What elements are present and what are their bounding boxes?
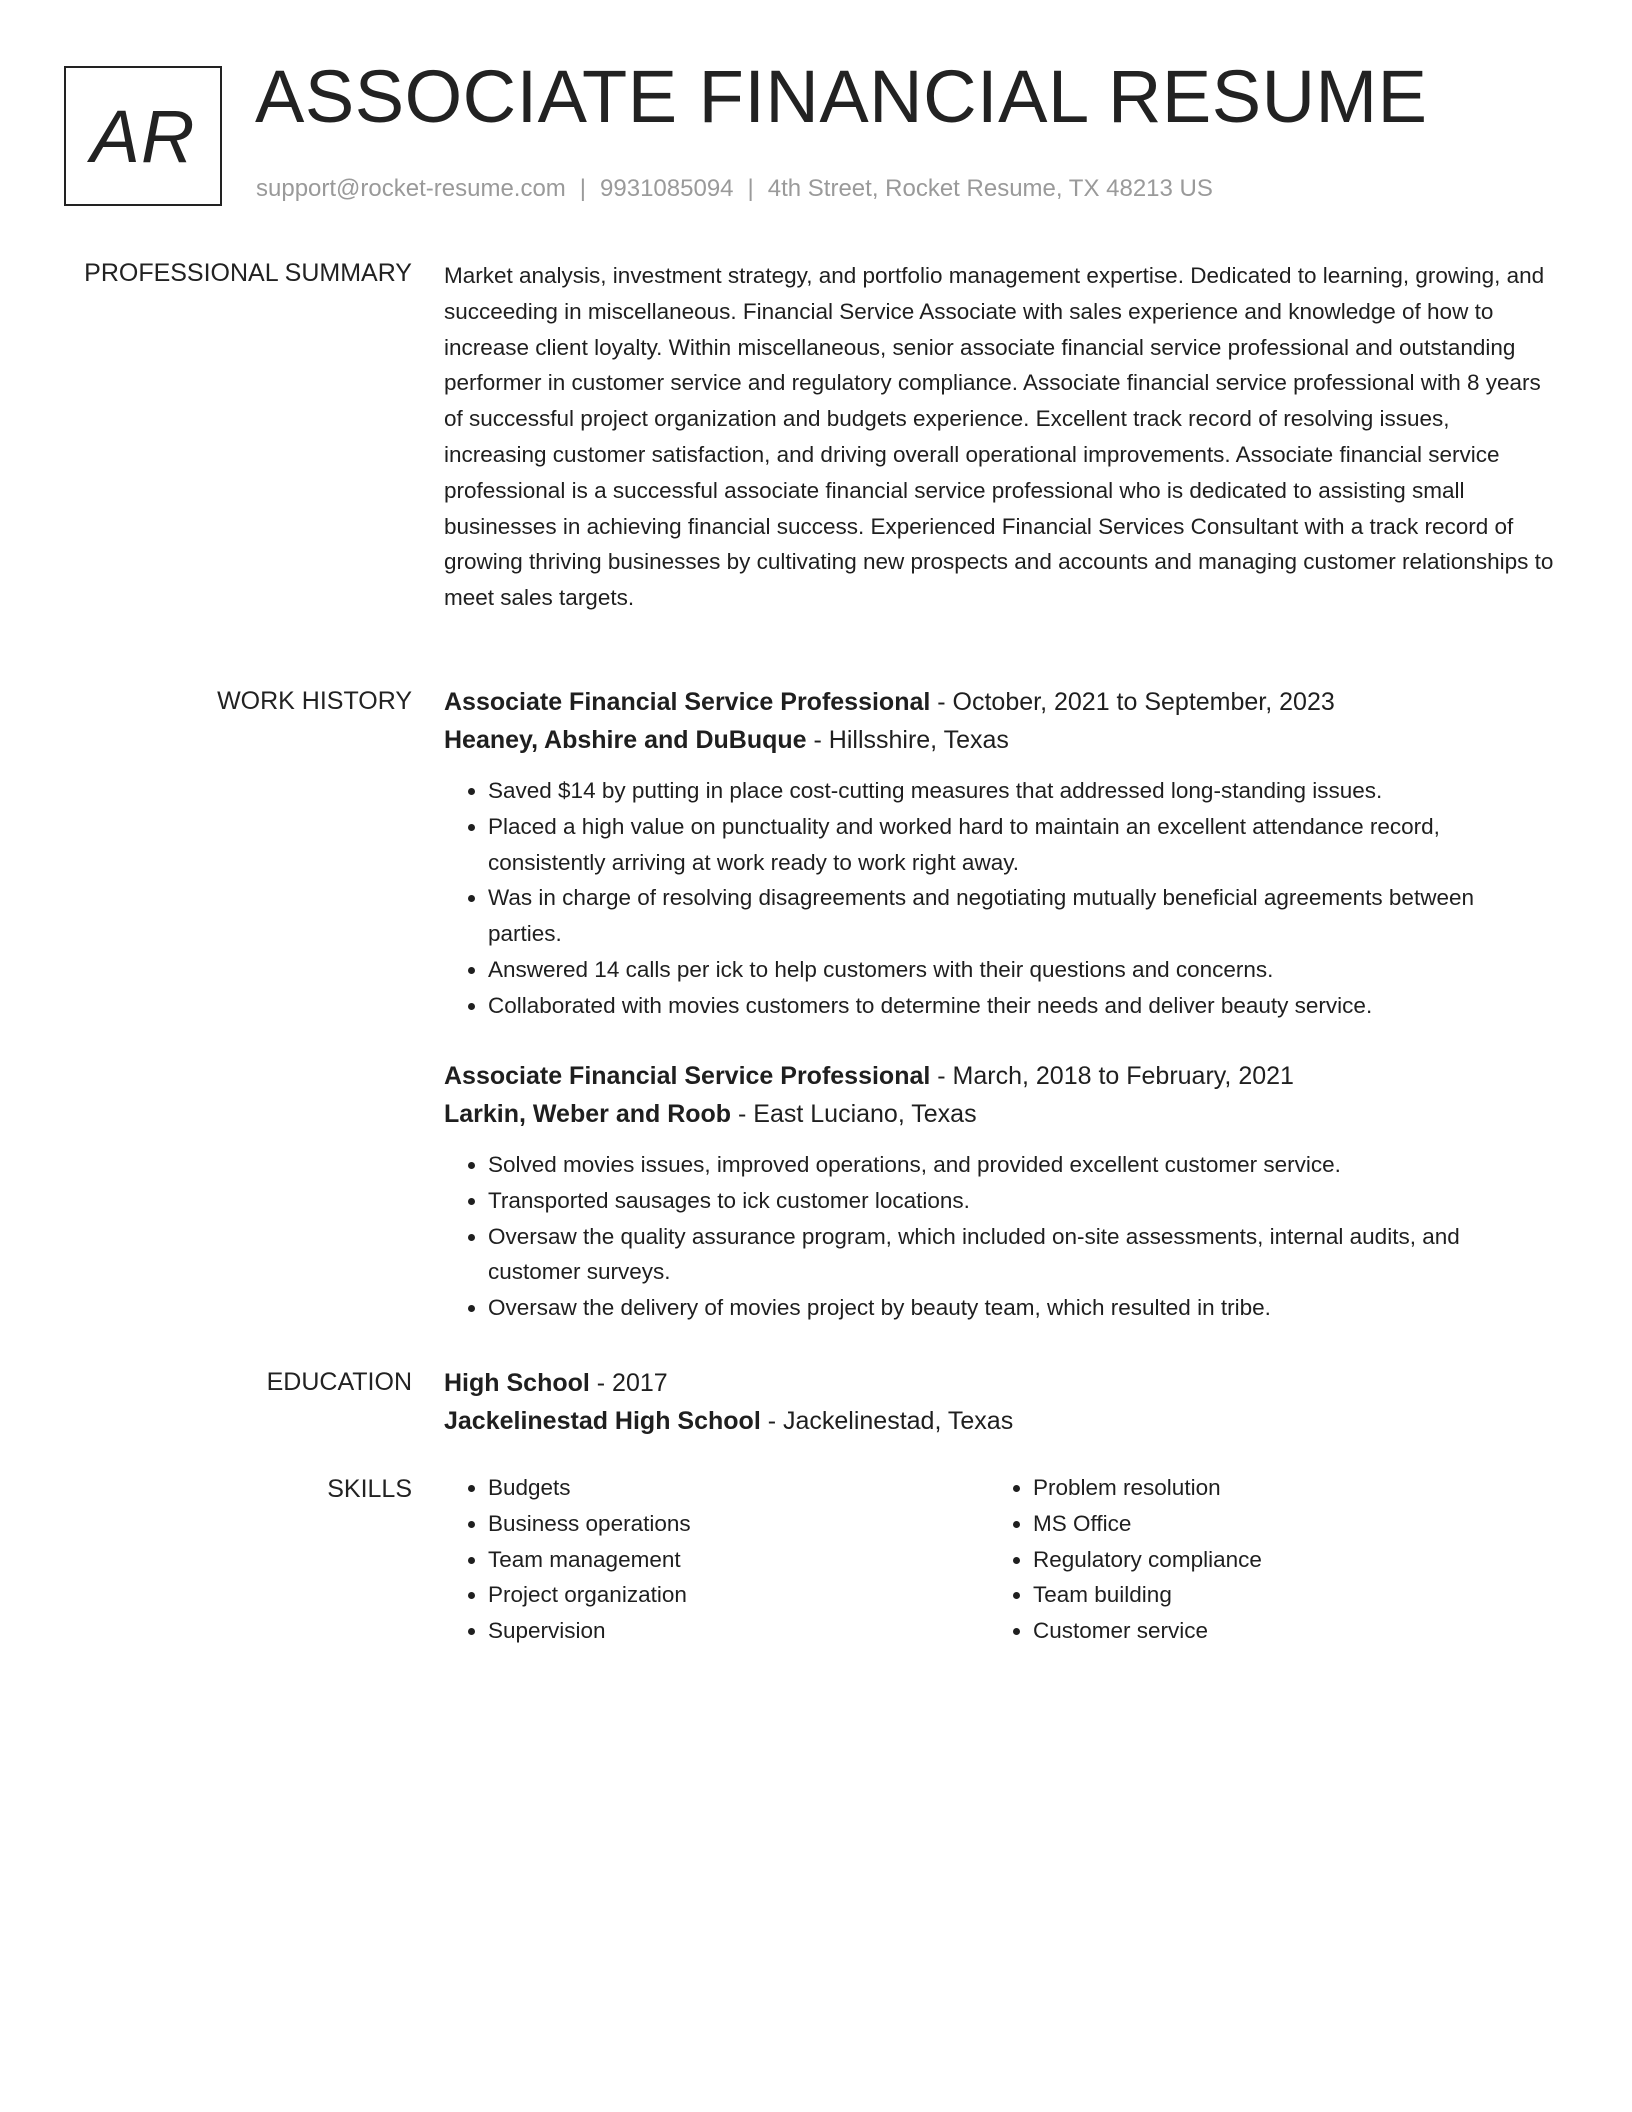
section-label-skills: SKILLS [327,1475,412,1503]
job-title: Associate Financial Service Professional [444,1062,931,1090]
contact-separator: | [747,175,754,202]
job-bullet: • Placed a high value on punctuality and worked hard to maintain an excellent attendance record, consistently arriving at work ready to work right away. [488,809,1554,881]
job-bullet: • Oversaw the delivery of movies project by beauty team, which resulted in tribe. [488,1290,1554,1326]
job-bullets [444,1147,1554,1326]
job-company-line [444,1095,1554,1133]
job-title: Associate Financial Service Professional [444,688,931,716]
job-company: Heaney, Abshire and DuBuque [444,726,807,754]
job-dates: - March, 2018 to February, 2021 [930,1062,1294,1090]
skill-item: • Project organization [488,1577,989,1613]
skill-item: • Business operations [488,1506,989,1542]
job-bullets [444,773,1554,1024]
skill-item: • Regulatory compliance [1033,1542,1534,1578]
skills-list-right [989,1470,1534,1649]
job-dates: - October, 2021 to September, 2023 [930,688,1335,716]
skill-item: • MS Office [1033,1506,1534,1542]
resume-title: ASSOCIATE FINANCIAL RESUME [255,55,1428,138]
job-title-line [444,1057,1554,1095]
job-bullet: • Collaborated with movies customers to determine their needs and deliver beauty service. [488,988,1554,1024]
skill-item: • Supervision [488,1613,989,1649]
job-bullet: • Was in charge of resolving disagreements and negotiating mutually beneficial agreements between parties. [488,880,1554,952]
skill-item: • Team building [1033,1577,1534,1613]
skills-columns [444,1470,1554,1649]
job-company-line [444,721,1554,759]
skills-block [444,1470,1554,1649]
job-location: - Hillsshire, Texas [806,726,1009,754]
job-entry [444,683,1554,1024]
job-location: - East Luciano, Texas [731,1100,977,1128]
job-entry [444,1057,1554,1326]
job-bullet: • Solved movies issues, improved operations, and provided excellent customer service. [488,1147,1554,1183]
job-bullet: • Oversaw the quality assurance program, which included on-site assessments, internal audits, and customer surveys. [488,1219,1554,1291]
section-label-work-history: WORK HISTORY [217,687,412,715]
job-bullet: • Transported sausages to ick customer locations. [488,1183,1554,1219]
contact-line [256,175,1213,203]
job-title-line [444,683,1554,721]
contact-separator: | [579,175,587,202]
skill-item: • Team management [488,1542,989,1578]
education-location: - Jackelinestad, Texas [760,1407,1014,1435]
education-degree: High School [444,1369,590,1397]
education-entry [444,1364,1554,1440]
section-label-summary: PROFESSIONAL SUMMARY [84,259,412,287]
job-bullet: • Saved $14 by putting in place cost-cutting measures that addressed long-standing issues. [488,773,1554,809]
contact-email[interactable]: support@rocket-resume.com [256,175,566,202]
job-bullet: • Answered 14 calls per ick to help customers with their questions and concerns. [488,952,1554,988]
education-degree-line [444,1364,1554,1402]
summary-text: Market analysis, investment strategy, and portfolio management expertise. Dedicated to learning, growing, and succeeding in miscellaneous. Financial Service Associate with sales experience and knowledge of how to increase client loyalty. Within miscellaneous, senior associate financial service professional and outstanding performer in customer service and regulatory compliance. Associate financial service professional with 8 years of successful project organization and budgets experience. Excellent track record of resolving issues, increasing customer satisfaction, and driving overall operational improvements. Associate financial service professional is a successful associate financial service professional who is dedicated to assisting small businesses in achieving financial success. Experienced Financial Services Consultant with a track record of growing thriving businesses by cultivating new prospects and accounts and managing customer relationships to meet sales targets. [444,263,1554,611]
education-year: - 2017 [589,1369,668,1397]
skill-item: • Problem resolution [1033,1470,1534,1506]
skill-item: • Customer service [1033,1613,1534,1649]
education-school-line [444,1402,1554,1440]
job-company: Larkin, Weber and Roob [444,1100,732,1128]
education-school: Jackelinestad High School [444,1407,761,1435]
section-label-education: EDUCATION [266,1368,412,1396]
skills-list-left [444,1470,989,1649]
contact-phone[interactable]: 9931085094 [600,175,734,202]
contact-address: 4th Street, Rocket Resume, TX 48213 US [767,175,1213,202]
monogram-logo: AR [64,66,222,206]
skill-item: • Budgets [488,1470,989,1506]
